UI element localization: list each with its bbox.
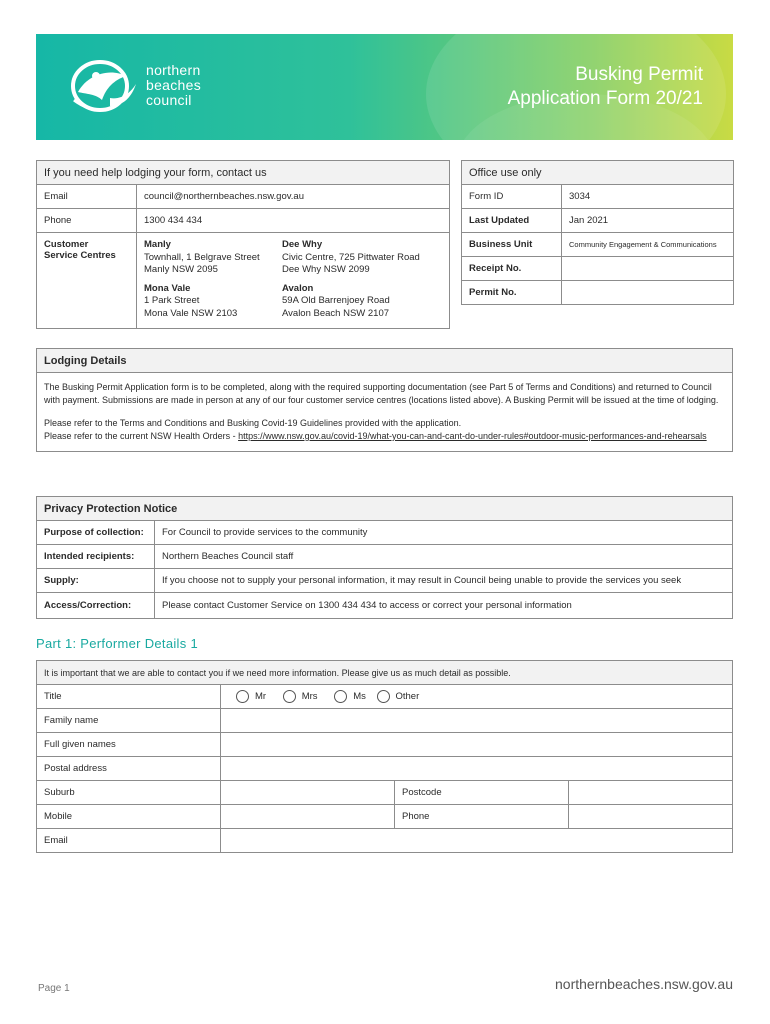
title-options xyxy=(221,685,733,709)
page-number: Page 1 xyxy=(38,983,70,994)
postal-address-label: Postal address xyxy=(37,757,221,781)
phone-label: Phone xyxy=(395,805,569,829)
centre-address: 1 Park Street xyxy=(144,295,200,306)
contact-table xyxy=(36,160,450,329)
lodging-text: Please refer to the current NSW Health Orders - xyxy=(44,431,239,441)
office-use-table xyxy=(461,160,734,305)
logo-text-line: northern xyxy=(146,62,201,78)
suburb-label: Suburb xyxy=(37,781,221,805)
centre-name: Dee Why xyxy=(282,239,323,250)
mobile-label: Mobile xyxy=(37,805,221,829)
part1-intro: It is important that we are able to contact you if we need more information. Please give us as much detail as possible. xyxy=(37,661,733,685)
postcode-label: Postcode xyxy=(395,781,569,805)
centre-name: Avalon xyxy=(282,282,314,294)
radio-ms[interactable] xyxy=(334,690,347,703)
postal-address-field[interactable] xyxy=(221,757,733,781)
office-label: Form ID xyxy=(462,185,562,209)
logo-text-line: council xyxy=(146,92,192,108)
office-label: Permit No. xyxy=(462,281,562,305)
office-label: Business Unit xyxy=(462,233,562,257)
privacy-label: Intended recipients: xyxy=(37,545,155,569)
header-banner xyxy=(36,34,733,140)
email-field[interactable] xyxy=(221,829,733,853)
contact-header: If you need help lodging your form, contact us xyxy=(37,161,450,185)
lodging-text: Please refer to the Terms and Conditions and Busking Covid-19 Guidelines provided with the application. xyxy=(44,418,462,428)
radio-label: Mrs xyxy=(301,691,318,702)
office-label: Last Updated xyxy=(462,209,562,233)
email-label: Email xyxy=(37,829,221,853)
lodging-details-table xyxy=(36,348,733,452)
form-title-line1: Busking Permit xyxy=(575,64,703,85)
centre-address: Mona Vale NSW 2103 xyxy=(144,307,238,319)
privacy-value: If you choose not to supply your personal information, it may result in Council being unable to provide the services you seek xyxy=(155,569,733,593)
email-value[interactable]: council@northernbeaches.nsw.gov.au xyxy=(137,185,450,209)
form-title xyxy=(508,63,703,111)
council-logo-icon xyxy=(66,54,138,116)
centre-mona-vale xyxy=(144,283,282,321)
privacy-value: Northern Beaches Council staff xyxy=(155,545,733,569)
office-header: Office use only xyxy=(462,161,734,185)
centre-address: Townhall, 1 Belgrave Street xyxy=(144,251,260,263)
logo-text-line: beaches xyxy=(146,77,202,93)
footer-url[interactable]: northernbeaches.nsw.gov.au xyxy=(555,976,733,992)
logo-text xyxy=(146,63,201,108)
title-label: Title xyxy=(37,685,221,709)
radio-label: Mr xyxy=(255,691,267,702)
suburb-field[interactable] xyxy=(221,781,395,805)
radio-mrs[interactable] xyxy=(283,690,296,703)
email-label: Email xyxy=(37,185,137,209)
centre-address: Manly NSW 2095 xyxy=(144,264,218,275)
radio-other[interactable] xyxy=(377,690,390,703)
centre-address: Avalon Beach NSW 2107 xyxy=(282,307,390,319)
lodging-paragraph xyxy=(44,417,725,443)
form-title-line2: Application Form 20/21 xyxy=(507,88,703,109)
permit-no-field[interactable] xyxy=(562,281,734,305)
office-value: Community Engagement & Communications xyxy=(562,233,734,257)
receipt-no-field[interactable] xyxy=(562,257,734,281)
centres-label-line: Service Centres xyxy=(44,250,116,261)
privacy-label: Access/Correction: xyxy=(37,593,155,619)
privacy-label: Purpose of collection: xyxy=(37,521,155,545)
centre-address: 59A Old Barrenjoey Road xyxy=(282,295,390,306)
radio-label: Ms xyxy=(353,691,366,702)
centre-name: Mona Vale xyxy=(144,282,191,294)
centres-list xyxy=(137,233,450,329)
privacy-table xyxy=(36,496,733,619)
privacy-header: Privacy Protection Notice xyxy=(37,497,733,521)
centre-address: Civic Centre, 725 Pittwater Road xyxy=(282,251,420,263)
given-names-field[interactable] xyxy=(221,733,733,757)
phone-label: Phone xyxy=(37,209,137,233)
phone-value: 1300 434 434 xyxy=(137,209,450,233)
family-name-label: Family name xyxy=(37,709,221,733)
centre-manly xyxy=(144,239,282,277)
lodging-body xyxy=(37,373,733,452)
radio-label: Other xyxy=(395,691,420,702)
centres-label xyxy=(37,233,137,329)
office-value: 3034 xyxy=(562,185,734,209)
office-value: Jan 2021 xyxy=(562,209,734,233)
privacy-label: Supply: xyxy=(37,569,155,593)
phone-field[interactable] xyxy=(569,805,733,829)
centre-address: Dee Why NSW 2099 xyxy=(282,264,370,275)
nsw-health-link[interactable]: https://www.nsw.gov.au/covid-19/what-you-can-and-cant-do-under-rules#outdoor-music-performances-and-rehearsals xyxy=(238,431,707,441)
centre-name: Manly xyxy=(144,239,171,250)
lodging-header: Lodging Details xyxy=(37,349,733,373)
centres-label-line: Customer xyxy=(44,239,89,250)
centre-dee-why xyxy=(282,239,420,277)
lodging-paragraph: The Busking Permit Application form is to be completed, along with the required supporting documentation (see Part 5 of Terms and Conditions) and returned to Council with payment. Submissions are made in person at any of our four customer service centres (locations listed above). A Busking Permit will be issued at the time of lodging. xyxy=(44,382,719,405)
office-label: Receipt No. xyxy=(462,257,562,281)
mobile-field[interactable] xyxy=(221,805,395,829)
postcode-field[interactable] xyxy=(569,781,733,805)
family-name-field[interactable] xyxy=(221,709,733,733)
privacy-value: For Council to provide services to the community xyxy=(155,521,733,545)
given-names-label: Full given names xyxy=(37,733,221,757)
centre-avalon xyxy=(282,283,420,321)
radio-mr[interactable] xyxy=(236,690,249,703)
part1-title: Part 1: Performer Details 1 xyxy=(36,636,198,651)
privacy-value: Please contact Customer Service on 1300 434 434 to access or correct your personal information xyxy=(155,593,733,619)
performer-details-table xyxy=(36,660,733,853)
